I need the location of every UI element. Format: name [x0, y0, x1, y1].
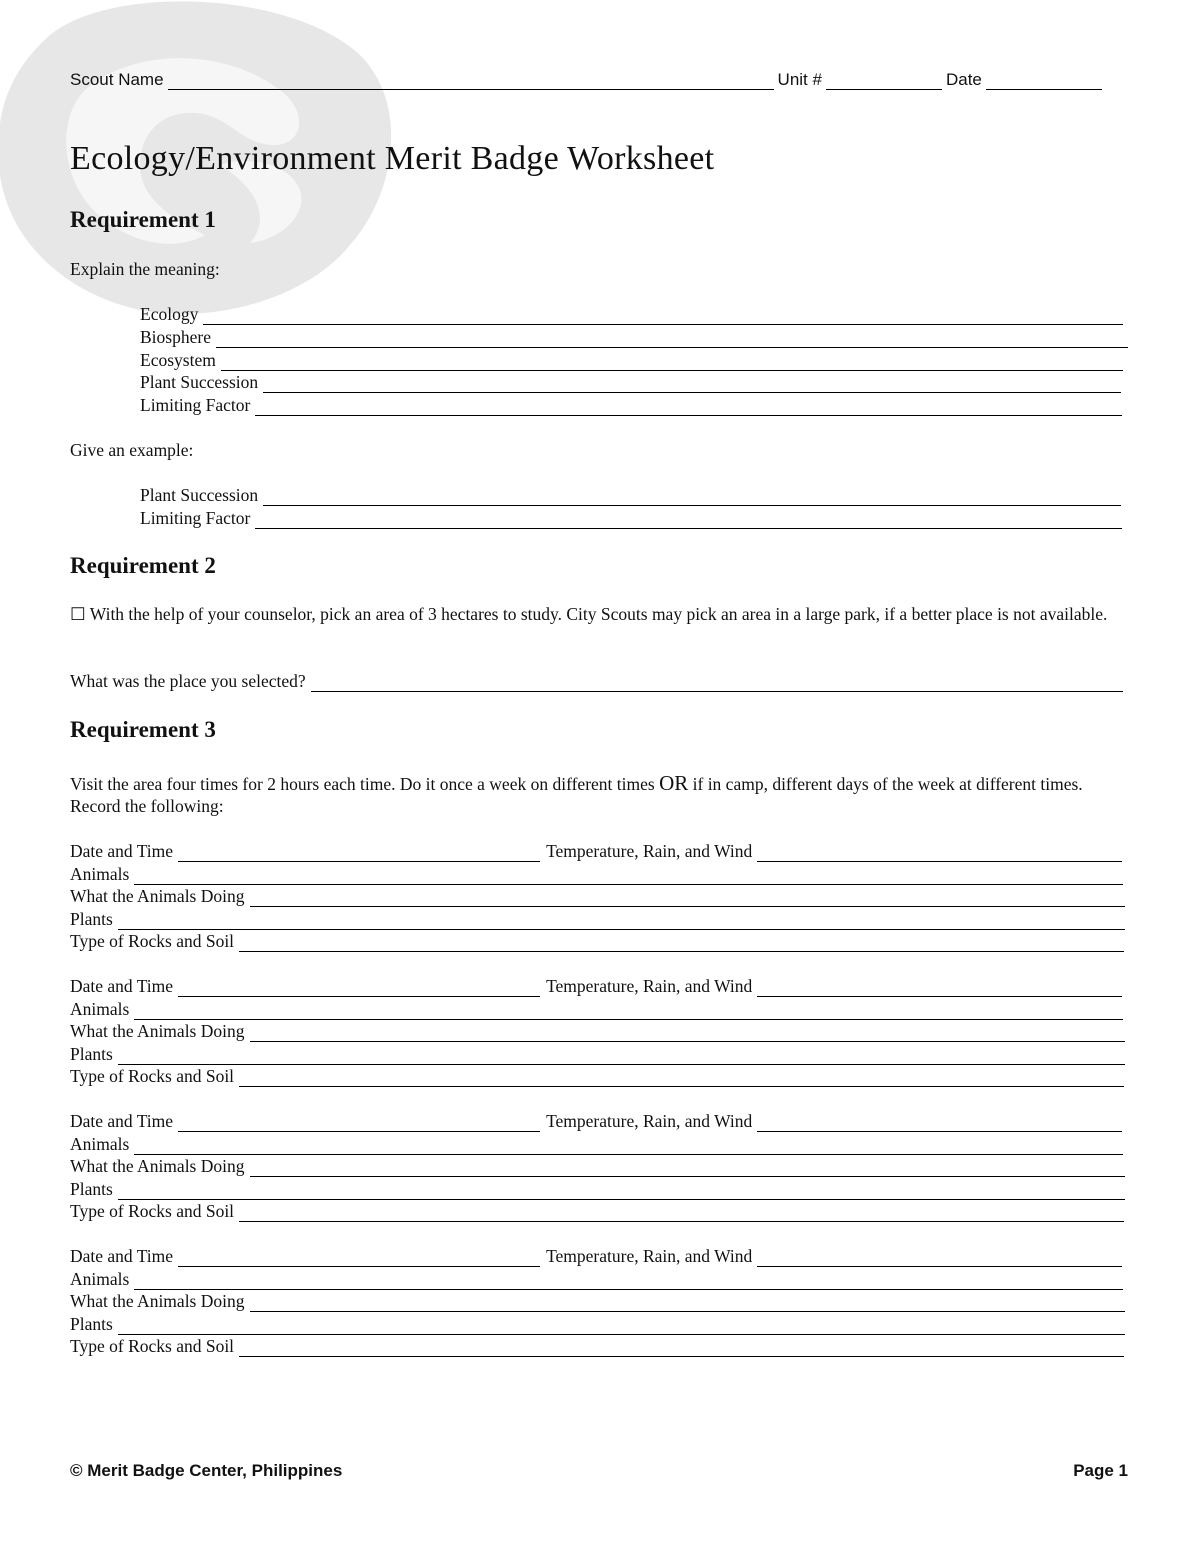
observation-field-line — [70, 1178, 1125, 1200]
observation-field-line — [70, 863, 1123, 885]
weather-field[interactable] — [757, 1249, 1122, 1267]
observation-field-input[interactable] — [134, 867, 1123, 885]
req3-text-or: OR — [659, 771, 689, 795]
observation-field-input[interactable] — [239, 1204, 1124, 1222]
date-time-label: Date and Time — [70, 976, 174, 996]
weather-label: Temperature, Rain, and Wind — [546, 1246, 753, 1266]
req1-example-field[interactable] — [263, 488, 1121, 506]
date-weather-row — [70, 1245, 1122, 1267]
observation-field-label: Type of Rocks and Soil — [70, 1201, 235, 1221]
observation-field-label: What the Animals Doing — [70, 1291, 245, 1311]
observation-field-line — [70, 1313, 1125, 1335]
req2-place-field[interactable] — [311, 674, 1123, 692]
date-label: Date — [945, 70, 982, 89]
req1-term-line — [140, 326, 1128, 348]
req1-term-label: Ecology — [140, 304, 199, 324]
observation-field-input[interactable] — [239, 1339, 1124, 1357]
observation-field-label: Animals — [70, 1133, 130, 1154]
observation-field-input[interactable] — [118, 1047, 1125, 1065]
weather-label: Temperature, Rain, and Wind — [546, 976, 753, 996]
req2-heading: Requirement 2 — [70, 553, 216, 578]
footer — [70, 1461, 1128, 1481]
observation-field-input[interactable] — [118, 912, 1125, 930]
date-weather-row — [70, 1110, 1122, 1132]
req1-term-label: Ecosystem — [140, 350, 216, 370]
weather-field[interactable] — [757, 979, 1122, 997]
req1-term-line — [140, 371, 1121, 393]
req1-example-line — [140, 484, 1121, 506]
observation-field-line — [70, 1268, 1123, 1290]
observation-field-line — [70, 930, 1124, 952]
req1-example-prompt: Give an example: — [70, 440, 194, 460]
req1-heading: Requirement 1 — [70, 207, 216, 232]
footer-page-number: Page 1 — [1073, 1461, 1128, 1480]
req3-paragraph — [70, 772, 1100, 817]
req1-term-field[interactable] — [221, 353, 1123, 371]
observation-field-input[interactable] — [250, 1159, 1126, 1177]
date-time-field[interactable] — [178, 1114, 540, 1132]
req1-term-line — [140, 303, 1123, 325]
date-time-field[interactable] — [178, 844, 540, 862]
date-time-field[interactable] — [178, 979, 540, 997]
req1-example-line — [140, 507, 1122, 529]
req1-explain-prompt: Explain the meaning: — [70, 259, 220, 279]
observation-field-input[interactable] — [250, 889, 1126, 907]
req1-term-line — [140, 394, 1122, 416]
observation-field-input[interactable] — [118, 1317, 1125, 1335]
observation-field-label: Plants — [70, 1043, 113, 1064]
observation-field-input[interactable] — [250, 1024, 1126, 1042]
observation-field-input[interactable] — [134, 1137, 1123, 1155]
req1-example-label: Plant Succession — [140, 485, 259, 505]
observation-field-line — [70, 1020, 1125, 1042]
unit-number-field[interactable] — [826, 71, 942, 90]
observation-field-line — [70, 1155, 1125, 1177]
page-title: Ecology/Environment Merit Badge Worksheet — [70, 140, 715, 177]
req1-term-label: Plant Succession — [140, 372, 259, 392]
observation-field-input[interactable] — [134, 1272, 1123, 1290]
weather-field[interactable] — [757, 1114, 1122, 1132]
req2-paragraph — [70, 603, 1128, 625]
observation-field-line — [70, 1065, 1124, 1087]
req1-example-field[interactable] — [255, 511, 1122, 529]
observation-field-label: Type of Rocks and Soil — [70, 1336, 235, 1356]
scout-name-label: Scout Name — [70, 70, 164, 89]
observation-field-line — [70, 1200, 1124, 1222]
observation-field-line — [70, 908, 1125, 930]
observation-field-line — [70, 998, 1123, 1020]
date-time-label: Date and Time — [70, 1246, 174, 1266]
observation-field-label: Plants — [70, 1178, 113, 1199]
scout-name-field[interactable] — [168, 71, 774, 90]
header-fields — [70, 70, 1120, 90]
observation-field-line — [70, 885, 1125, 907]
req2-question-line — [70, 670, 1123, 692]
date-weather-row — [70, 975, 1122, 997]
req2-question-label: What was the place you selected? — [70, 671, 306, 691]
observation-field-label: Plants — [70, 1313, 113, 1334]
req1-term-field[interactable] — [216, 330, 1128, 348]
observation-field-label: Type of Rocks and Soil — [70, 1066, 235, 1086]
date-field[interactable] — [986, 71, 1102, 90]
observation-field-label: Type of Rocks and Soil — [70, 931, 235, 951]
req1-term-field[interactable] — [203, 307, 1123, 325]
footer-copyright: © Merit Badge Center, Philippines — [70, 1461, 343, 1480]
observation-field-label: What the Animals Doing — [70, 1156, 245, 1176]
observation-field-input[interactable] — [134, 1002, 1123, 1020]
observation-field-label: What the Animals Doing — [70, 886, 245, 906]
req2-checkbox[interactable]: ☐ — [70, 604, 86, 624]
date-weather-row — [70, 840, 1122, 862]
observation-field-label: Plants — [70, 908, 113, 929]
req1-term-label: Limiting Factor — [140, 395, 251, 415]
weather-label: Temperature, Rain, and Wind — [546, 1111, 753, 1131]
date-time-label: Date and Time — [70, 1111, 174, 1131]
observation-field-input[interactable] — [239, 1069, 1124, 1087]
req1-term-field[interactable] — [263, 375, 1121, 393]
observation-field-input[interactable] — [118, 1182, 1125, 1200]
date-time-field[interactable] — [178, 1249, 540, 1267]
observation-field-line — [70, 1043, 1125, 1065]
req1-example-label: Limiting Factor — [140, 508, 251, 528]
req1-term-line — [140, 349, 1123, 371]
unit-number-label: Unit # — [777, 70, 822, 89]
weather-label: Temperature, Rain, and Wind — [546, 841, 753, 861]
observation-field-line — [70, 1290, 1125, 1312]
req3-heading: Requirement 3 — [70, 717, 216, 742]
observation-field-line — [70, 1133, 1123, 1155]
observation-field-label: Animals — [70, 998, 130, 1019]
weather-field[interactable] — [757, 844, 1122, 862]
observation-field-input[interactable] — [250, 1294, 1126, 1312]
req3-text-before: Visit the area four times for 2 hours each time. Do it once a week on different times — [70, 774, 655, 794]
req3-text-after: if in camp, different days of the week at different times. Record the following: — [70, 774, 1083, 816]
observation-field-input[interactable] — [239, 934, 1124, 952]
observation-field-label: What the Animals Doing — [70, 1021, 245, 1041]
req2-text: With the help of your counselor, pick an area of 3 hectares to study. City Scouts may pick an area in a large park, if a better place is not available. — [89, 604, 1108, 624]
observation-field-label: Animals — [70, 1268, 130, 1289]
req1-term-label: Biosphere — [140, 327, 211, 347]
req1-term-field[interactable] — [255, 398, 1122, 416]
observation-field-label: Animals — [70, 863, 130, 884]
date-time-label: Date and Time — [70, 841, 174, 861]
observation-field-line — [70, 1335, 1124, 1357]
